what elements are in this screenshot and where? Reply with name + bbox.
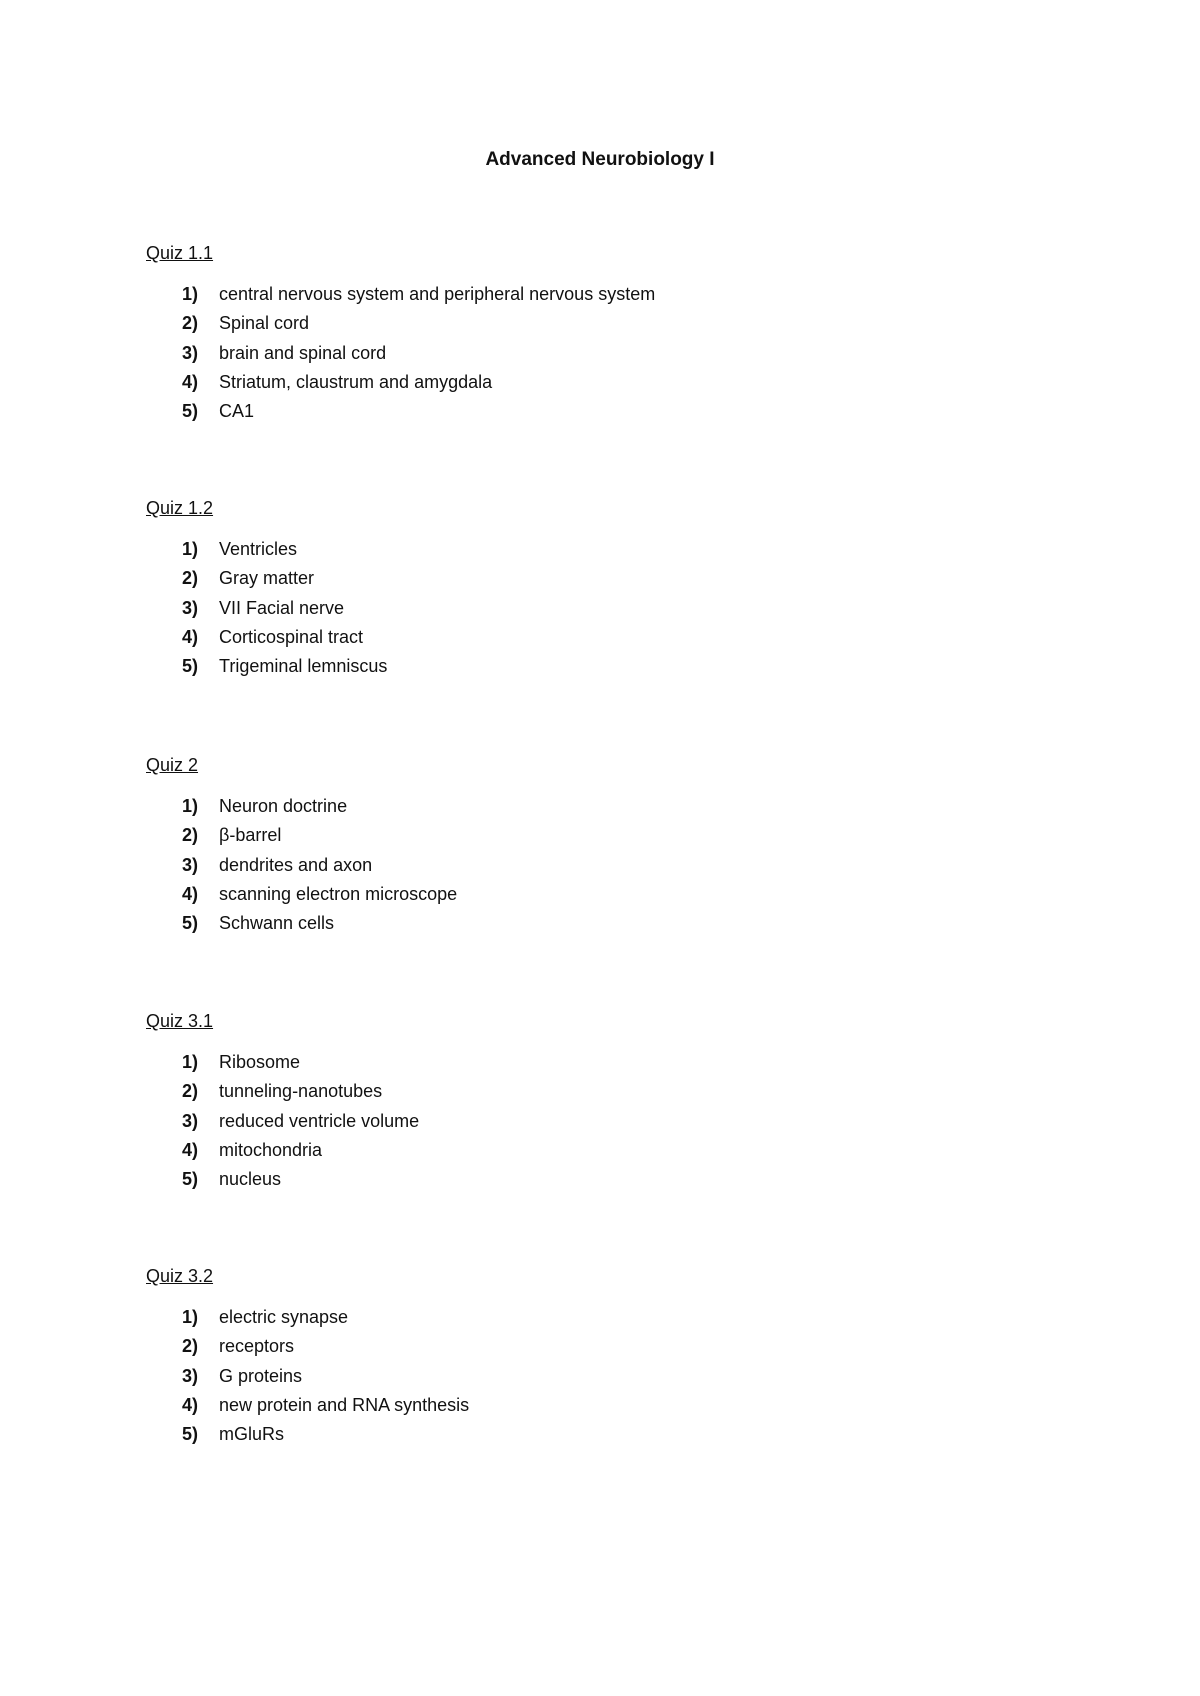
list-item	[146, 1420, 1046, 1449]
list-item	[146, 535, 1046, 564]
item-number: 3)	[182, 1110, 199, 1131]
item-answer: VII Facial nerve	[219, 597, 345, 618]
item-answer: β-barrel	[219, 825, 282, 846]
item-answer: dendrites and axon	[219, 854, 373, 875]
item-answer: mitochondria	[219, 1139, 323, 1160]
item-number: 1)	[182, 539, 199, 559]
item-number: 4)	[182, 371, 199, 392]
item-answer: tunneling-nanotubes	[219, 1081, 383, 1102]
item-number: 5)	[182, 913, 199, 934]
quiz-section-1-1	[146, 239, 1046, 426]
item-number: 4)	[182, 1394, 199, 1415]
item-answer: Ribosome	[219, 1052, 301, 1072]
item-number: 1)	[182, 284, 199, 304]
item-number: 2)	[182, 825, 199, 846]
item-answer: Gray matter	[219, 568, 315, 589]
list-item	[146, 368, 1046, 397]
answer-list	[146, 280, 1046, 426]
item-answer: electric synapse	[219, 1307, 349, 1327]
quiz-section-3-1	[146, 1007, 1046, 1194]
list-item	[146, 1048, 1046, 1077]
quiz-heading: Quiz 3.1	[146, 1011, 214, 1031]
item-number: 5)	[182, 656, 199, 677]
answer-list	[146, 1048, 1046, 1194]
document-title: Advanced Neurobiology I	[485, 149, 715, 170]
list-item	[146, 909, 1046, 938]
list-item	[146, 1303, 1046, 1332]
item-answer: reduced ventricle volume	[219, 1110, 420, 1131]
item-number: 2)	[182, 313, 199, 334]
item-number: 5)	[182, 401, 199, 422]
list-item	[146, 1165, 1046, 1194]
list-item	[146, 1107, 1046, 1136]
item-number: 3)	[182, 1365, 199, 1386]
quiz-heading: Quiz 2	[146, 755, 199, 775]
item-number: 2)	[182, 568, 199, 589]
item-answer: G proteins	[219, 1365, 303, 1386]
item-number: 3)	[182, 342, 199, 363]
item-number: 2)	[182, 1081, 199, 1102]
list-item	[146, 1136, 1046, 1165]
list-item	[146, 821, 1046, 850]
answer-list	[146, 1303, 1046, 1449]
item-answer: nucleus	[219, 1169, 282, 1190]
list-item	[146, 851, 1046, 880]
item-number: 4)	[182, 883, 199, 904]
item-number: 1)	[182, 1052, 199, 1072]
list-item	[146, 1332, 1046, 1361]
item-answer: Striatum, claustrum and amygdala	[219, 371, 493, 392]
item-answer: CA1	[219, 401, 255, 422]
item-number: 3)	[182, 854, 199, 875]
item-number: 5)	[182, 1169, 199, 1190]
item-number: 2)	[182, 1336, 199, 1357]
list-item	[146, 623, 1046, 652]
item-number: 1)	[182, 796, 199, 816]
list-item	[146, 792, 1046, 821]
item-number: 4)	[182, 1139, 199, 1160]
item-answer: Spinal cord	[219, 313, 310, 334]
quiz-section-1-2	[146, 494, 1046, 681]
item-number: 3)	[182, 597, 199, 618]
item-answer: central nervous system and peripheral nervous system	[219, 284, 656, 304]
list-item	[146, 397, 1046, 426]
list-item	[146, 880, 1046, 909]
item-answer: Corticospinal tract	[219, 626, 364, 647]
item-answer: brain and spinal cord	[219, 342, 387, 363]
answer-list	[146, 792, 1046, 938]
answer-list	[146, 535, 1046, 681]
item-answer: mGluRs	[219, 1424, 285, 1445]
list-item	[146, 564, 1046, 593]
list-item	[146, 280, 1046, 309]
item-answer: receptors	[219, 1336, 295, 1357]
item-answer: Ventricles	[219, 539, 298, 559]
list-item	[146, 594, 1046, 623]
item-number: 1)	[182, 1307, 199, 1327]
quiz-section-3-2	[146, 1262, 1046, 1449]
item-answer: Neuron doctrine	[219, 796, 348, 816]
list-item	[146, 1077, 1046, 1106]
item-number: 4)	[182, 626, 199, 647]
list-item	[146, 339, 1046, 368]
quiz-heading: Quiz 3.2	[146, 1266, 214, 1286]
quiz-heading: Quiz 1.1	[146, 243, 214, 263]
item-answer: Trigeminal lemniscus	[219, 656, 388, 677]
list-item	[146, 309, 1046, 338]
item-answer: new protein and RNA synthesis	[219, 1394, 470, 1415]
item-answer: scanning electron microscope	[219, 883, 458, 904]
list-item	[146, 1391, 1046, 1420]
list-item	[146, 652, 1046, 681]
list-item	[146, 1362, 1046, 1391]
quiz-heading: Quiz 1.2	[146, 498, 214, 518]
quiz-section-2	[146, 751, 1046, 938]
item-answer: Schwann cells	[219, 913, 335, 934]
item-number: 5)	[182, 1424, 199, 1445]
